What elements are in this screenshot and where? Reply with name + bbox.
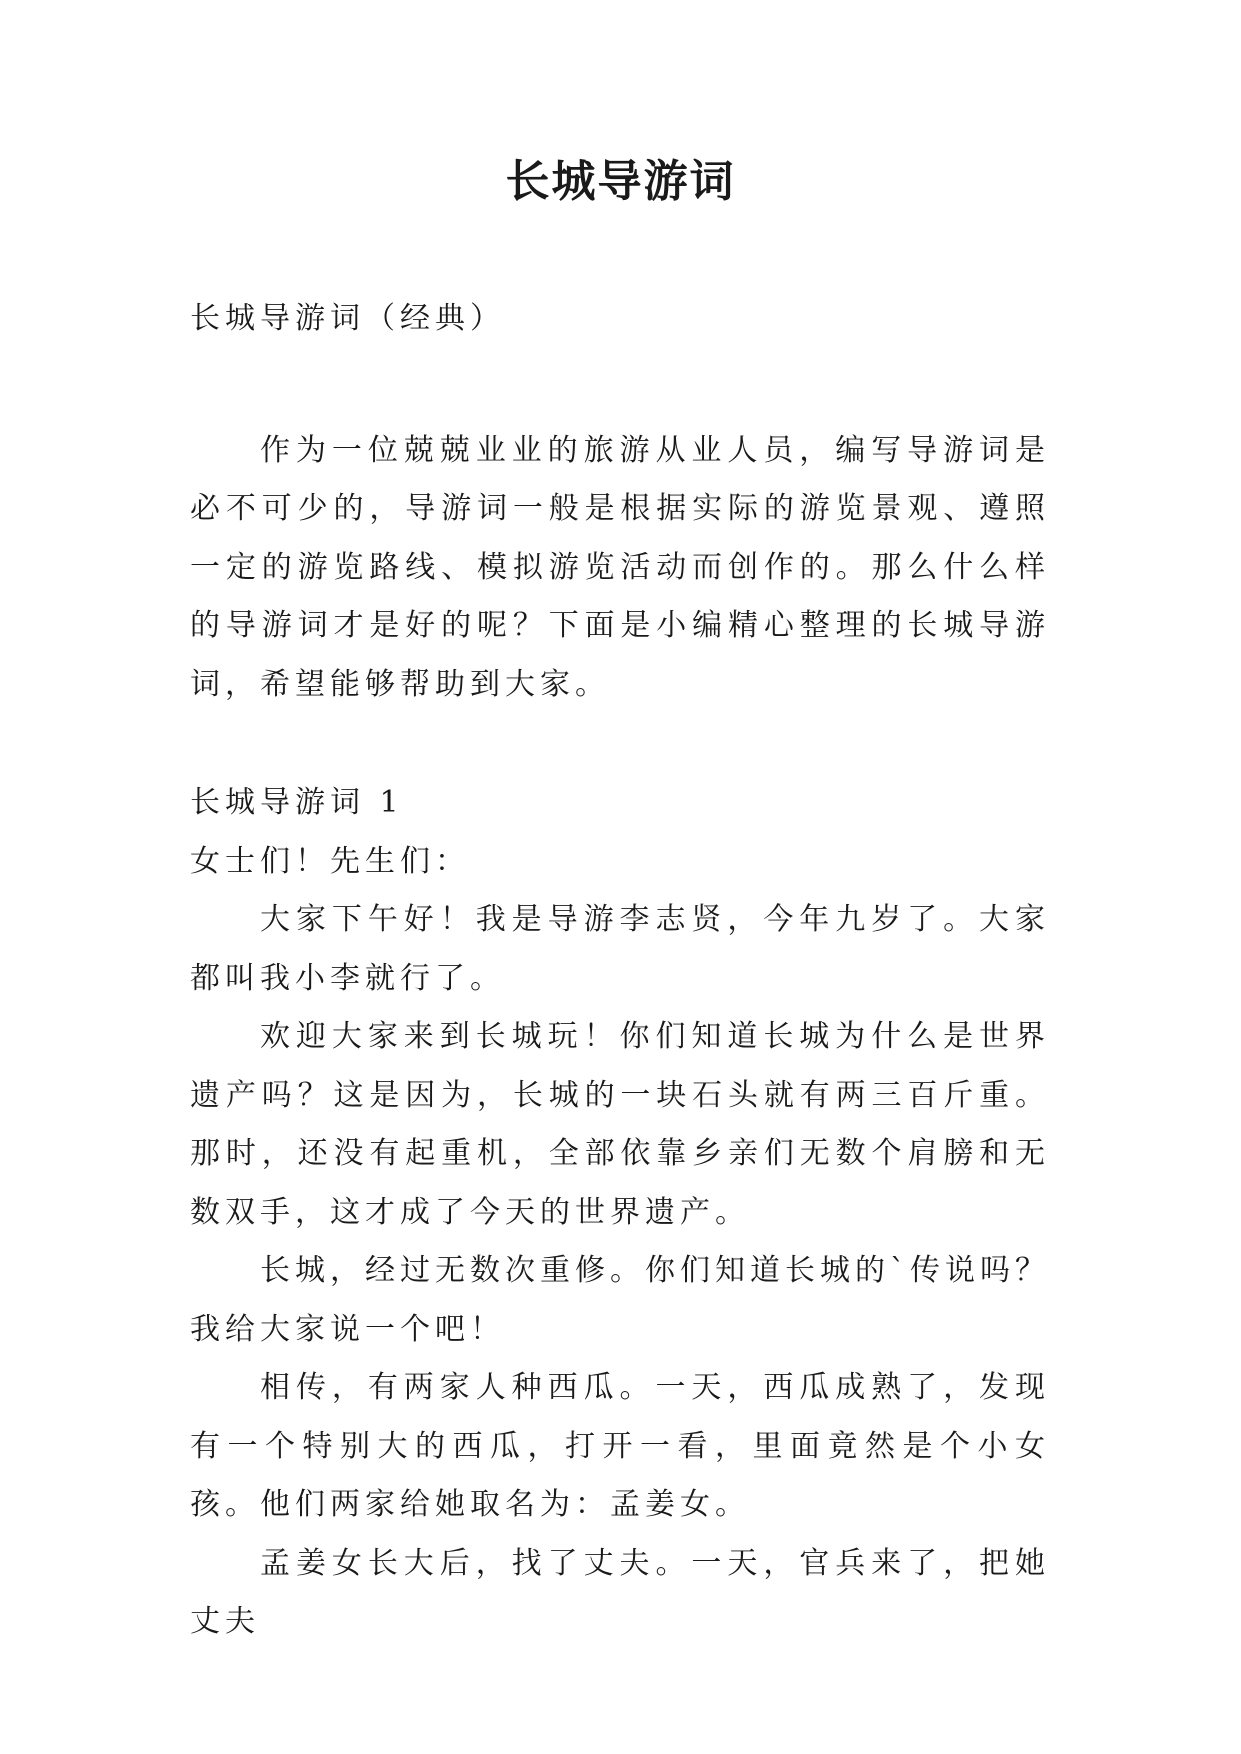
body-paragraph: 大家下午好！我是导游李志贤，今年九岁了。大家都叫我小李就行了。 <box>190 902 1050 996</box>
body-paragraph: 欢迎大家来到长城玩！你们知道长城为什么是世界遗产吗？这是因为，长城的一块石头就有两三百斤重。那时，还没有起重机，全部依靠乡亲们无数个肩膀和无数双手，这才成了今天的世界遗产。 <box>190 1019 1050 1230</box>
spacer <box>190 714 1050 774</box>
greeting-line: 女士们！先生们： <box>190 843 470 879</box>
spacer <box>190 349 1050 422</box>
body-paragraph: 孟姜女长大后，找了丈夫。一天，官兵来了，把她丈夫 <box>190 1545 1050 1639</box>
body-paragraph: 长城，经过无数次重修。你们知道长城的`传说吗？我给大家说一个吧！ <box>190 1253 1050 1347</box>
section-heading: 长城导游词 1 <box>190 785 404 820</box>
document-subtitle: 长城导游词（经典） <box>190 301 505 336</box>
body-paragraph: 相传，有两家人种西瓜。一天，西瓜成熟了，发现有一个特别大的西瓜，打开一看，里面竟然是个小女孩。他们两家给她取名为：孟姜女。 <box>190 1370 1050 1522</box>
document-title: 长城导游词 <box>505 156 736 207</box>
document-body <box>190 290 1050 1652</box>
intro-paragraph: 作为一位兢兢业业的旅游从业人员，编写导游词是必不可少的，导游词一般是根据实际的游览景观、遵照一定的游览路线、模拟游览活动而创作的。那么什么样的导游词才是好的呢？下面是小编精心整理的长城导游词，希望能够帮助到大家。 <box>190 432 1050 702</box>
